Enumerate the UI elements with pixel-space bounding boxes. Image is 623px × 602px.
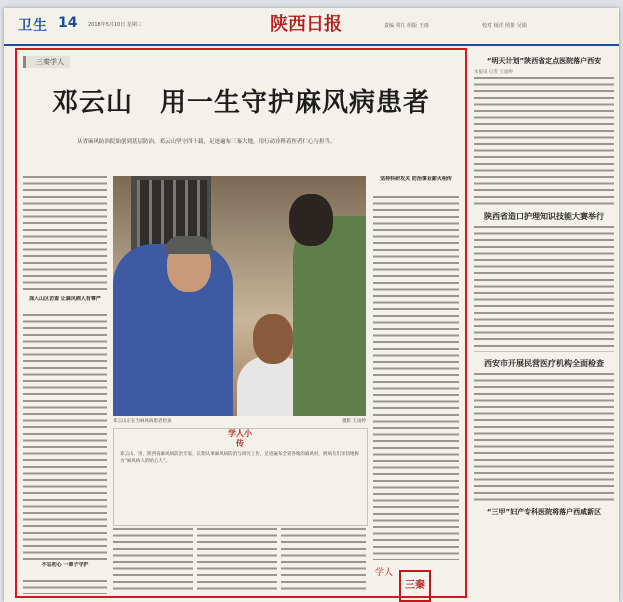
section-name: 卫生 xyxy=(18,18,48,34)
editors-2: 校对 杨洋 照排 吴娟 xyxy=(482,23,527,29)
right-byline-1: 本报讯 记者 王雨婷 xyxy=(474,70,513,75)
text-column-3 xyxy=(197,528,277,594)
right-headline-4[interactable]: “三甲”妇产专科医院将落户西咸新区 xyxy=(486,508,602,516)
text-column-1c xyxy=(23,580,107,594)
photo-caption-text: 邓云山正在为麻风病患者检查 xyxy=(113,419,172,424)
right-text-2 xyxy=(474,226,614,352)
right-headline-2[interactable]: 陕西省造口护理知识技能大赛举行 xyxy=(484,212,604,221)
photo-caption xyxy=(113,418,366,424)
page-number: 14 xyxy=(58,15,78,31)
text-column-2 xyxy=(113,528,193,594)
newspaper-logo: 陕西日报 xyxy=(270,14,342,35)
date: 2018年5月10日 星期三 xyxy=(88,22,142,28)
editors: 责编 常江 组版 王雨 xyxy=(384,23,429,29)
column-tag: 三秦学人 xyxy=(23,56,70,68)
text-column-3b xyxy=(281,528,366,594)
photo-doctor-hair xyxy=(165,236,213,254)
photo-patient-head xyxy=(253,314,293,364)
bio-box-title: 学人小传 xyxy=(228,429,252,448)
col1-heading-wrap xyxy=(23,296,107,312)
text-column-4 xyxy=(373,196,459,560)
highlighted-article[interactable] xyxy=(15,48,467,598)
photo-assistant-head xyxy=(289,194,333,246)
red-seal: 三秦 xyxy=(399,570,431,602)
article-photo xyxy=(113,176,366,416)
col2-heading-wrap xyxy=(23,562,107,578)
right-column xyxy=(474,50,614,517)
newspaper-page xyxy=(4,8,619,602)
bio-box-text: 邓云山，男，陕西省麻风病防治专家，长期从事麻风病防治与研究工作，足迹遍布全省各地的麻风村，被病友们亲切地称为“麻风病人的贴心人”。 xyxy=(120,452,359,464)
col2-heading: 不忘初心 一辈子守护 xyxy=(23,562,107,569)
right-text-3 xyxy=(474,373,614,503)
masthead xyxy=(4,8,619,46)
article-subtitle: 从省麻风防治院始创到基层防治，邓云山坚守四十载，足迹遍布三秦大地，用行动诠释着医者仁心与担当。 xyxy=(77,139,336,145)
right-text-1 xyxy=(474,77,614,205)
calligraphy-mark: 学人 xyxy=(374,568,393,578)
bio-box xyxy=(113,428,368,526)
col1-heading: 深入山区访查 让麻风病人有尊严 xyxy=(23,296,107,303)
col3-heading: 坚持科研攻关 防治事业薪火相传 xyxy=(373,176,459,183)
text-column-1a xyxy=(23,176,107,294)
text-column-1b xyxy=(23,314,107,560)
photo-credit: 摄影 王雨婷 xyxy=(342,419,366,424)
article-title: 邓云山 用一生守护麻风病患者 xyxy=(51,88,430,118)
col3-heading-wrap xyxy=(373,176,459,194)
photo-assistant-body xyxy=(293,216,366,416)
right-headline-3[interactable]: 西安市开展民营医疗机构全面检查 xyxy=(484,359,604,368)
right-headline-1[interactable]: “明天计划”陕西省定点医院落户西安 xyxy=(486,57,602,65)
